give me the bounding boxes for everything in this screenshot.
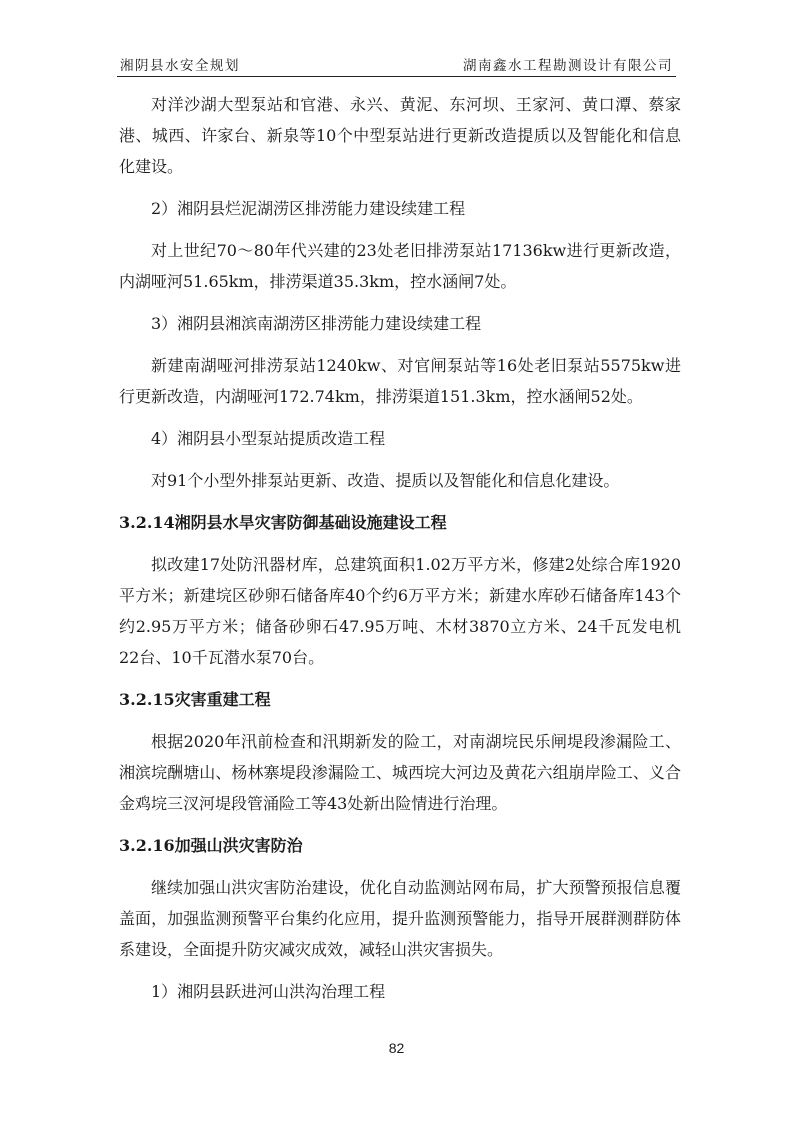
subheading-xiangbin-nanhu: 3）湘阴县湘滨南湖涝区排涝能力建设续建工程 — [151, 314, 482, 333]
paragraph-lannihu: 对上世纪70～80年代兴建的23处老旧排涝泵站17136kw进行更新改造，内湖哑河51.65km，排涝渠道35.3km，控水涵闸7处。 — [119, 241, 681, 291]
paragraph-disaster-rebuild: 根据2020年汛前检查和汛期新发的险工，对南湖垸民乐闸堤段渗漏险工、湘滨垸酬塘山、杨林寨堤段渗漏险工、城西垸大河边及黄花六组崩岸险工、义合金鸡垸三汊河堤段管涌险工等43处新出险情进行治理。 — [119, 732, 681, 813]
section-title: 湘阴县水旱灾害防御基础设施建设工程 — [174, 513, 447, 532]
subheading-small-pump: 4）湘阴县小型泵站提质改造工程 — [151, 429, 386, 448]
subheading-lannihu: 2）湘阴县烂泥湖涝区排涝能力建设续建工程 — [151, 199, 466, 218]
paragraph-small-pump: 对91个小型外排泵站更新、改造、提质以及智能化和信息化建设。 — [151, 471, 620, 490]
section-heading-3-2-15 — [119, 684, 681, 715]
paragraph-pump-station-renovation: 对洋沙湖大型泵站和官港、永兴、黄泥、东河坝、王家河、黄口潭、蔡家港、城西、许家台、新泉等10个中型泵站进行更新改造提质以及智能化和信息化建设。 — [119, 95, 681, 176]
paragraph-xiangbin-nanhu: 新建南湖哑河排涝泵站1240kw、对官闸泵站等16处老旧泵站5575kw进行更新改造，内湖哑河172.74km，排涝渠道151.3km，控水涵闸52处。 — [119, 356, 681, 406]
section-title: 加强山洪灾害防治 — [174, 836, 303, 855]
section-heading-3-2-16 — [119, 830, 681, 861]
page-header — [117, 50, 676, 77]
header-company-name: 湖南鑫水工程勘测设计有限公司 — [463, 58, 673, 74]
paragraph-mountain-flood: 继续加强山洪灾害防治建设，优化自动监测站网布局，扩大预警预报信息覆盖面，加强监测预警平台集约化应用，提升监测预警能力，指导开展群测群防体系建设，全面提升防灾减灾成效，减轻山洪灾害损失。 — [119, 878, 681, 959]
section-number: 3.2.15 — [119, 690, 175, 709]
header-doc-title: 湘阴县水安全规划 — [120, 58, 240, 74]
page-number: 82 — [388, 1040, 405, 1056]
section-number: 3.2.14 — [119, 513, 175, 532]
paragraph-flood-defense: 拟改建17处防汛器材库，总建筑面积1.02万平方米，修建2处综合库1920平方米；新建垸区砂卵石储备库40个约6万平方米；新建水库砂石储备库143个约2.95万平方米；储备砂卵石47.95万吨、木材3870立方米、24千瓦发电机22台、10千瓦潜水泵70台。 — [119, 555, 681, 667]
page-content — [119, 89, 681, 1007]
section-number: 3.2.16 — [119, 836, 175, 855]
section-title: 灾害重建工程 — [174, 690, 271, 709]
section-heading-3-2-14 — [119, 507, 681, 538]
subheading-yuejinhe: 1）湘阴县跃进河山洪沟治理工程 — [151, 982, 386, 1001]
